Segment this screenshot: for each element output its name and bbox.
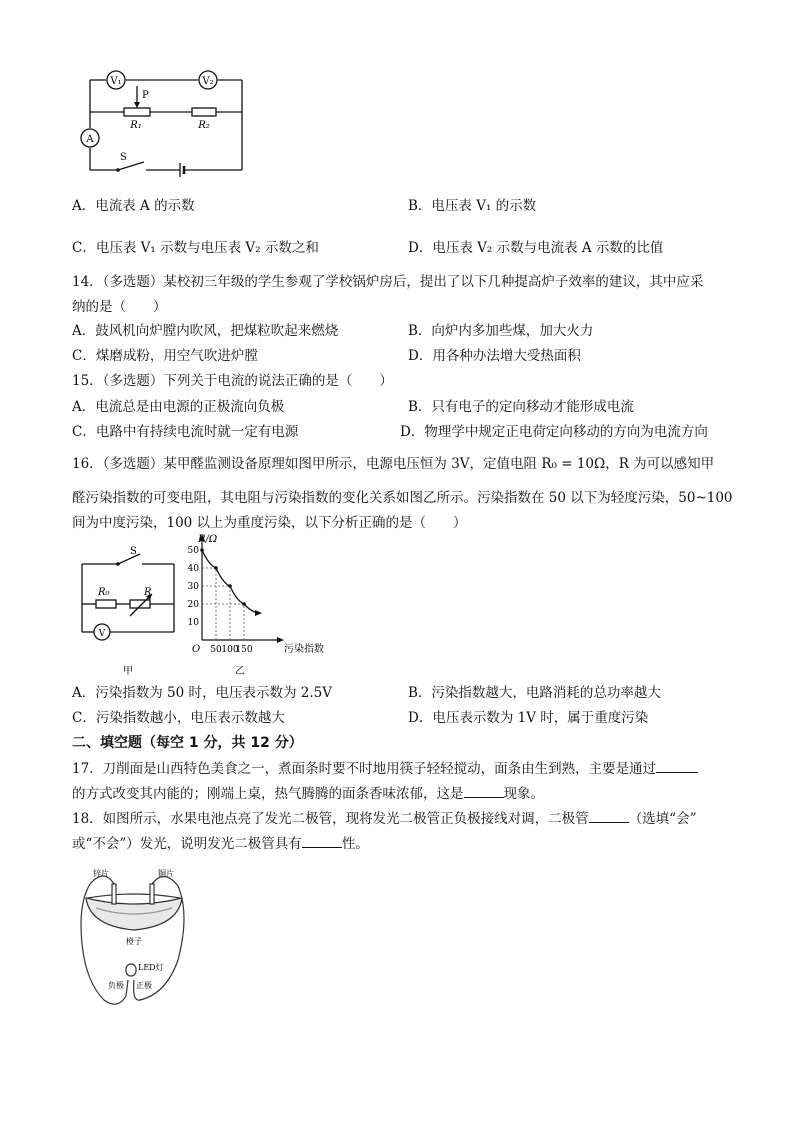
v2-label: V₂ xyxy=(202,76,214,87)
q13-option-a: A．电流表 A 的示数 xyxy=(72,198,195,214)
q13-option-d: D．电压表 V₂ 示数与电流表 A 示数的比值 xyxy=(408,240,664,256)
q18-blank-2[interactable] xyxy=(302,835,342,848)
q17-line1 xyxy=(72,760,698,778)
q17-blank-1[interactable] xyxy=(656,760,698,773)
orange-label: 橙子 xyxy=(126,937,142,946)
q13-option-b: B．电压表 V₁ 的示数 xyxy=(408,198,537,214)
q18-line1-text-a: 18．如图所示，水果电池点亮了发光二极管，现将发光二极管正负极接线对调，二极管 xyxy=(72,811,589,827)
q16-option-c: C．污染指数越小，电压表示数越大 xyxy=(72,710,285,726)
r0-label: R₀ xyxy=(98,587,110,598)
graph-y-axis-label: R/Ω xyxy=(198,534,218,545)
slider-p-label: P xyxy=(142,90,149,101)
zinc-plate-label: 锌片 xyxy=(93,869,109,878)
q14-option-a: A．鼓风机向炉膛内吹风，把煤粒吹起来燃烧 xyxy=(72,323,339,339)
q15-stem: 15．（多选题）下列关于电流的说法正确的是（ ） xyxy=(72,373,393,389)
graph-point xyxy=(228,584,232,588)
v1-label: V₁ xyxy=(110,76,122,87)
negative-pole-label: 负极 xyxy=(108,981,124,990)
q16-circuit-diagram xyxy=(74,540,184,680)
q15-option-b: B．只有电子的定向移动才能形成电流 xyxy=(408,399,634,415)
q16-resistance-graph xyxy=(180,532,340,682)
graph-x-tick-label: 150 xyxy=(235,645,253,655)
section-2-title: 二、填空题（每空 1 分，共 12 分） xyxy=(72,735,303,751)
voltmeter-label: V xyxy=(98,629,106,639)
q15-option-d: D．物理学中规定正电荷定向移动的方向为电流方向 xyxy=(400,424,708,440)
q17-line2-text-a: 的方式改变其内能的；刚端上桌，热气腾腾的面条香味浓郁，这是 xyxy=(72,786,464,802)
q17-line2 xyxy=(72,785,544,803)
graph-y-tick-label: 20 xyxy=(187,600,199,610)
q16-option-b: B．污染指数越大，电路消耗的总功率越大 xyxy=(408,685,661,701)
r1-label: R₁ xyxy=(130,120,142,131)
graph-point xyxy=(242,602,246,606)
graph-point xyxy=(214,566,218,570)
graph-origin-label: O xyxy=(192,644,201,655)
q16-stem-line3: 间为中度污染，100 以上为重度污染，以下分析正确的是（ ） xyxy=(72,515,467,531)
r-label: R xyxy=(144,587,152,598)
q15-option-c: C．电路中有持续电流时就一定有电源 xyxy=(72,424,299,440)
graph-x-tick-label: 50 xyxy=(210,645,222,655)
q13-circuit-diagram xyxy=(74,64,254,184)
q17-blank-2[interactable] xyxy=(464,785,504,798)
q14-option-d: D．用各种办法增大受热面积 xyxy=(408,348,581,364)
q16-option-d: D．电压表示数为 1V 时，属于重度污染 xyxy=(408,710,649,726)
led-icon xyxy=(126,964,136,976)
q18-line1-text-b: （选填“会” xyxy=(628,811,697,827)
graph-y-tick-label: 50 xyxy=(187,546,199,556)
q18-line2-text-b: 性。 xyxy=(341,836,369,852)
q16-stem-line2: 醛污染指数的可变电阻，其电阻与污染指数的变化关系如图乙所示。污染指数在 50 以下为轻度污染，50~100 xyxy=(72,490,733,506)
graph-y-tick-label: 30 xyxy=(187,582,199,592)
q14-option-c: C．煤磨成粉，用空气吹进炉膛 xyxy=(72,348,258,364)
copper-plate-label: 铜片 xyxy=(158,869,174,878)
q18-line2 xyxy=(72,835,369,853)
switch-s-label: S xyxy=(130,546,137,557)
q16-stem-line1: 16．（多选题）某甲醛监测设备原理如图甲所示，电源电压恒为 3V，定值电阻 R₀ = 10Ω，R 为可以感知甲 xyxy=(72,456,715,472)
led-label: LED灯 xyxy=(138,963,164,972)
q15-option-a: A．电流总是由电源的正极流向负极 xyxy=(72,399,285,415)
q18-blank-1[interactable] xyxy=(589,810,629,823)
q14-option-b: B．向炉内多加些煤，加大火力 xyxy=(408,323,594,339)
figure-jia-caption: 甲 xyxy=(123,666,133,677)
positive-pole-label: 正极 xyxy=(136,981,152,990)
q18-line2-text-a: 或“不会”）发光，说明发光二极管具有 xyxy=(72,836,302,852)
ammeter-label: A xyxy=(86,134,94,145)
graph-curve-arrow xyxy=(255,610,262,616)
q14-stem-line1: 14．（多选题）某校初三年级的学生参观了学校锅炉房后，提出了以下几种提高炉子效率的建议，其中应采 xyxy=(72,274,704,290)
q14-stem-line2: 纳的是（ ） xyxy=(72,299,167,315)
graph-y-tick-label: 40 xyxy=(187,564,199,574)
graph-y-tick-label: 10 xyxy=(187,618,199,628)
q13-option-c: C．电压表 V₁ 示数与电压表 V₂ 示数之和 xyxy=(72,240,319,256)
graph-x-axis-label: 污染指数 xyxy=(284,644,324,655)
r2-label: R₂ xyxy=(198,120,210,131)
q18-line1 xyxy=(72,810,697,828)
switch-s-label: S xyxy=(120,152,127,163)
figure-yi-caption: 乙 xyxy=(235,666,245,677)
graph-x-tick-label: 100 xyxy=(221,645,239,655)
q17-line1-text: 17．刀削面是山西特色美食之一，煮面条时要不时地用筷子轻轻搅动，面条由生到熟，主要是通过 xyxy=(72,761,657,777)
q17-line2-text-b: 现象。 xyxy=(503,786,544,802)
graph-point xyxy=(200,548,204,552)
q16-option-a: A．污染指数为 50 时，电压表示数为 2.5V xyxy=(72,685,333,701)
q18-fruit-battery-figure xyxy=(74,864,194,1014)
